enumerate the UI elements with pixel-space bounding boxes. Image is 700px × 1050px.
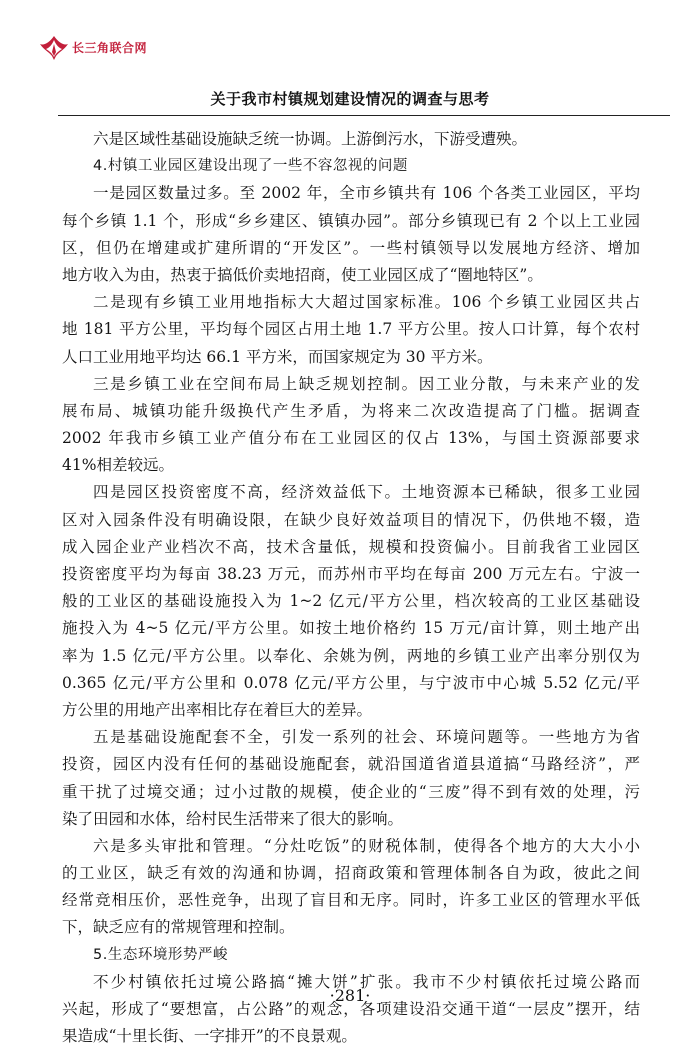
text-line: 投资，园区内没有任何的基础设施配套，就沿国道省道县道搞“马路经济”，严 [62, 755, 640, 774]
text-line: 五是基础设施配套不全，引发一系列的社会、环境问题等。一些地方为省 [93, 728, 640, 747]
logo-text: 长三角联合网 [72, 40, 148, 55]
text-line: 成入园企业产业档次不高，技术含量低，规模和投资偏小。目前我省工业园区 [62, 537, 640, 556]
text-line: 六是多头审批和管理。“分灶吃饭”的财税体制，使得各个地方的大大小小 [93, 836, 640, 855]
text-line: 施投入为 4~5 亿元/平方公里。如按土地价格约 15 万元/亩计算，则土地产出 [62, 619, 640, 638]
text-line: 重干扰了过境交通；过小过散的规模，使企业的“三废”得不到有效的处理，污 [62, 782, 640, 801]
text-line: 不少村镇依托过境公路搞“摊大饼”扩张。我市不少村镇依托过境公路而 [93, 972, 640, 991]
text-line: 地方收入为由，热衷于搞低价卖地招商，使工业园区成了“圈地特区”。 [62, 265, 543, 284]
running-header-title: 关于我市村镇规划建设情况的调查与思考 [210, 90, 490, 108]
text-line: 般的工业区的基础设施投入为 1~2 亿元/平方公里，档次较高的工业区基础设 [62, 592, 640, 611]
text-line: 地 181 平方公里，平均每个园区占用土地 1.7 平方公里。按人口计算，每个农村 [62, 320, 640, 339]
text-line: 染了田园和水体，给村民生活带来了很大的影响。 [62, 809, 404, 828]
text-line: 四是园区投资密度不高，经济效益低下。土地资源本已稀缺，很多工业园 [93, 483, 640, 502]
text-line: 率为 1.5 亿元/平方公里。以奉化、余姚为例，两地的乡镇工业产出率分别仅为 [62, 646, 640, 665]
text-line: 每个乡镇 1.1 个，形成“乡乡建区、镇镇办园”。部分乡镇现已有 2 个以上工业园 [62, 211, 640, 230]
page-number: ·281· [329, 986, 371, 1005]
text-line: 投资密度平均为每亩 38.23 万元，而苏州市平均在每亩 200 万元左右。宁波一 [62, 565, 640, 583]
header-divider [58, 115, 670, 116]
text-line: 人口工业用地平均达 66.1 平方米，而国家规定为 30 平方米。 [62, 347, 493, 366]
text-line: 三是乡镇工业在空间布局上缺乏规划控制。因工业分散，与未来产业的发 [93, 374, 640, 393]
text-line: 一是园区数量过多。至 2002 年，全市乡镇共有 106 个各类工业园区，平均 [93, 184, 640, 203]
wings-logo-icon [38, 32, 70, 62]
text-line: 展布局、城镇功能升级换代产生矛盾，为将来二次改造提高了门槛。据调查 [62, 401, 640, 420]
text-line: 2002 年我市乡镇工业产值分布在工业园区的仅占 13%，与国土资源部要求 [62, 429, 640, 448]
text-line: 区对入园条件没有明确设限，在缺少良好效益项目的情况下，仍供地不辍，造 [62, 510, 640, 529]
text-line: 方公里的用地产出率相比存在着巨大的差异。 [62, 700, 373, 719]
body-text [62, 126, 640, 1050]
site-logo [38, 32, 147, 62]
text-line: 的工业区，缺乏有效的沟通和协调，招商政策和管理体制各自为政，彼此之间 [62, 864, 640, 883]
text-line: 区，但仍在增建或扩建所谓的“开发区”。一些村镇领导以发展地方经济、增加 [62, 238, 640, 257]
text-line: 兴起，形成了“要想富，占公路”的观念，各项建设沿交通干道“一层皮”摆开，结 [62, 1000, 640, 1018]
text-line: 经常竞相压价，恶性竞争，出现了盲目和无序。同时，许多工业区的管理水平低 [62, 891, 640, 910]
section-heading: 4.村镇工业园区建设出现了一些不容忽视的问题 [93, 158, 408, 175]
section-heading: 5.生态环境形势严峻 [93, 946, 228, 963]
text-line: 二是现有乡镇工业用地指标大大超过国家标准。106 个乡镇工业园区共占 [93, 293, 640, 312]
text-line: 下，缺乏应有的常规管理和控制。 [62, 918, 295, 937]
text-line: 0.365 亿元/平方公里和 0.078 亿元/平方公里，与宁波市中心城 5.52 亿元/平 [62, 673, 640, 692]
text-line: 果造成“十里长街、一字排开”的不良景观。 [62, 1027, 357, 1046]
text-line: 41%相差较远。 [62, 456, 174, 475]
text-line: 六是区域性基础设施缺乏统一协调。上游倒污水，下游受遭殃。 [93, 130, 528, 148]
